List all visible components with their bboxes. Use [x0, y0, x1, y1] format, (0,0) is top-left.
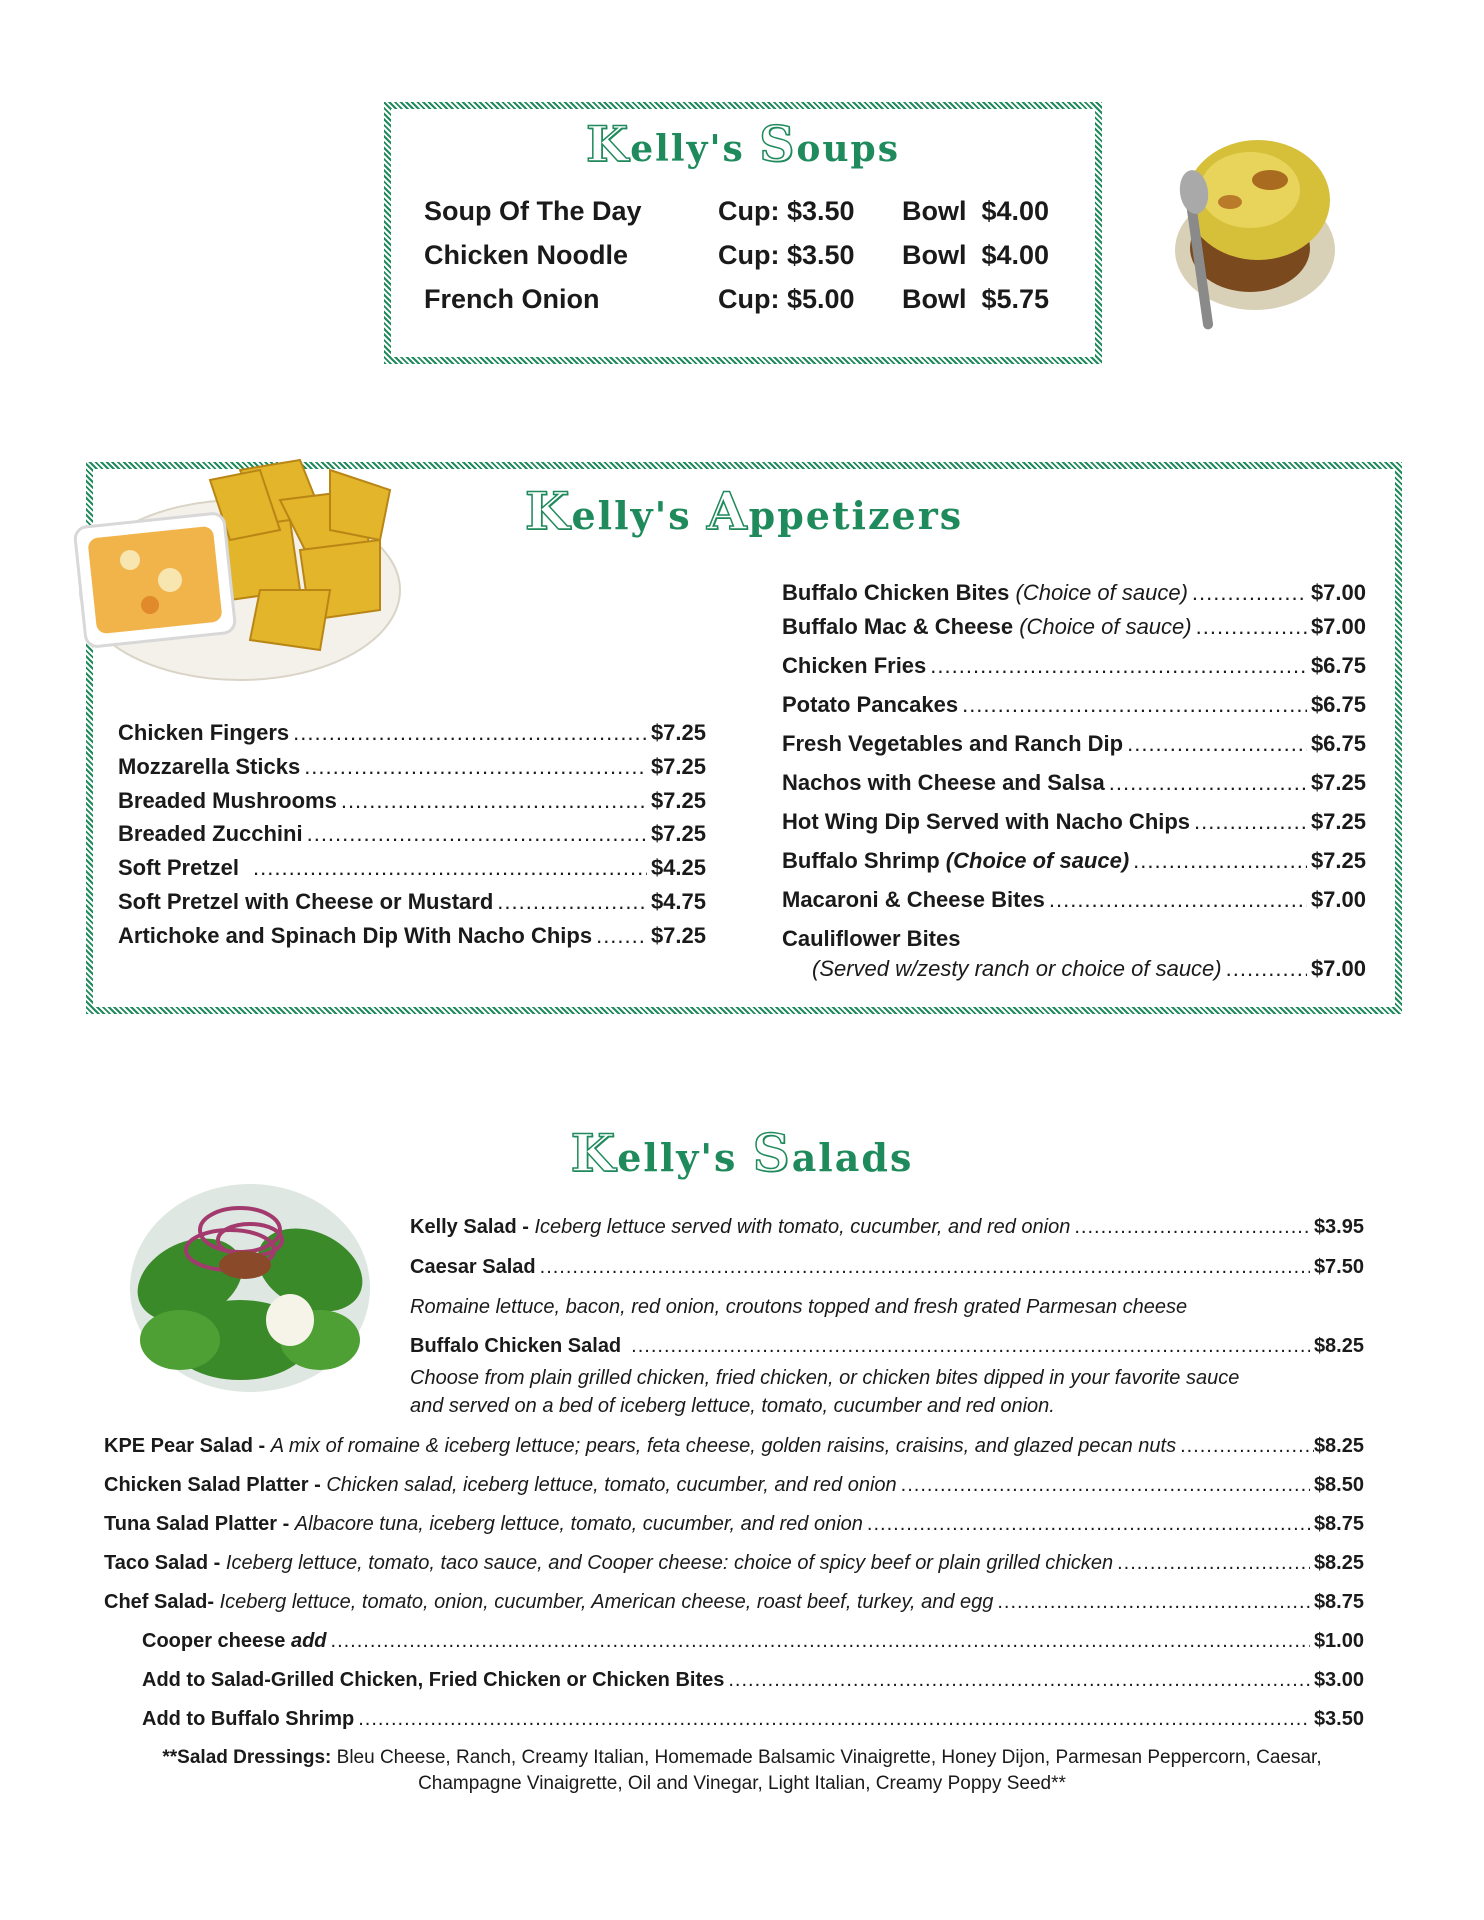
- soup-cup-price: Cup: $5.00: [718, 284, 855, 314]
- salads-title: Kelly's Salads: [570, 1124, 914, 1184]
- salad-photo: [120, 1170, 380, 1400]
- appetizer-item: Chicken Fries ..... $6.75: [782, 653, 1366, 679]
- appetizer-item-name: Cauliflower Bites: [782, 926, 961, 951]
- soup-cup-price: Cup: $3.50: [718, 196, 855, 226]
- appetizer-item: Buffalo Shrimp (Choice of sauce) ..... $7.25: [782, 848, 1366, 874]
- french-onion-soup-photo: [1150, 130, 1360, 360]
- salad-description: Romaine lettuce, bacon, red onion, croutons topped and fresh grated Parmesan cheese: [410, 1296, 1188, 1318]
- salad-item: Caesar Salad ..... $7.50: [410, 1256, 1364, 1279]
- soup-cup-price: Cup: $3.50: [718, 240, 855, 270]
- salad-addon: Add to Salad-Grilled Chicken, Fried Chicken or Chicken Bites ..... $3.00: [142, 1669, 1364, 1692]
- salad-addon: Cooper cheese add ..... $1.00: [142, 1630, 1364, 1653]
- salad-item: Chicken Salad Platter - Chicken salad, iceberg lettuce, tomato, cucumber, and red onion ..... $8.50: [104, 1474, 1364, 1497]
- appetizer-item: Buffalo Mac & Cheese (Choice of sauce) ..... $7.00: [782, 614, 1366, 640]
- appetizers-title: Kelly's Appetizers: [524, 482, 964, 542]
- appetizer-item: Buffalo Chicken Bites (Choice of sauce) ..... $7.00: [782, 580, 1366, 606]
- soup-name: French Onion: [424, 284, 600, 314]
- salad-item: Taco Salad - Iceberg lettuce, tomato, taco sauce, and Cooper cheese: choice of spicy beef or plain grilled chicken ..... $8.25: [104, 1552, 1364, 1575]
- appetizer-item: Artichoke and Spinach Dip With Nacho Chips ..... $7.25: [118, 923, 706, 949]
- appetizer-item: (Served w/zesty ranch or choice of sauce) ..... $7.00: [812, 956, 1366, 982]
- appetizer-item: Hot Wing Dip Served with Nacho Chips ..... $7.25: [782, 809, 1366, 835]
- salad-item: Chef Salad- Iceberg lettuce, tomato, onion, cucumber, American cheese, roast beef, turkey, and egg ..... $8.75: [104, 1591, 1364, 1614]
- appetizer-item: Breaded Zucchini ..... $7.25: [118, 821, 706, 847]
- soups-section: [384, 102, 1102, 364]
- appetizer-item: Soft Pretzel with Cheese or Mustard ..... $4.75: [118, 889, 706, 915]
- salad-item: Buffalo Chicken Salad ..... $8.25: [410, 1335, 1364, 1358]
- appetizer-item: Nachos with Cheese and Salsa ..... $7.25: [782, 770, 1366, 796]
- appetizer-item: Breaded Mushrooms ..... $7.25: [118, 788, 706, 814]
- appetizer-item: Chicken Fingers ..... $7.25: [118, 720, 706, 746]
- soups-title: Kelly's Soups: [586, 116, 900, 173]
- soup-name: Soup Of The Day: [424, 196, 642, 226]
- salad-item: Kelly Salad - Iceberg lettuce served with tomato, cucumber, and red onion ..... $3.95: [410, 1216, 1364, 1239]
- soup-name: Chicken Noodle: [424, 240, 629, 270]
- salad-item: Tuna Salad Platter - Albacore tuna, iceberg lettuce, tomato, cucumber, and red onion ..... $8.75: [104, 1513, 1364, 1536]
- appetizer-item: Mozzarella Sticks ..... $7.25: [118, 754, 706, 780]
- appetizer-item: Fresh Vegetables and Ranch Dip ..... $6.75: [782, 731, 1366, 757]
- salad-item: KPE Pear Salad - A mix of romaine & iceberg lettuce; pears, feta cheese, golden raisins, craisins, and glazed pecan nuts ..... $8.25: [104, 1435, 1364, 1458]
- soup-bowl-price: Bowl $5.75: [902, 284, 1050, 314]
- nachos-dip-photo: [60, 440, 420, 690]
- salad-dressings: **Salad Dressings: Bleu Cheese, Ranch, Creamy Italian, Homemade Balsamic Vinaigrette, Honey Dijon, Parmesan Peppercorn, Caesar, Champagne Vinaigrette, Oil and Vinegar, Light Italian, Creamy Poppy Seed**: [162, 1747, 1322, 1794]
- salad-description: Choose from plain grilled chicken, fried chicken, or chicken bites dipped in your favorite sauce: [410, 1367, 1240, 1389]
- soup-bowl-price: Bowl $4.00: [902, 196, 1050, 226]
- appetizer-item: Soft Pretzel ..... $4.25: [118, 855, 706, 881]
- soup-bowl-price: Bowl $4.00: [902, 240, 1050, 270]
- appetizer-item: Macaroni & Cheese Bites ..... $7.00: [782, 887, 1366, 913]
- salad-addon: Add to Buffalo Shrimp ..... $3.50: [142, 1708, 1364, 1731]
- appetizer-item: Potato Pancakes ..... $6.75: [782, 692, 1366, 718]
- salad-description: and served on a bed of iceberg lettuce, tomato, cucumber and red onion.: [410, 1395, 1055, 1417]
